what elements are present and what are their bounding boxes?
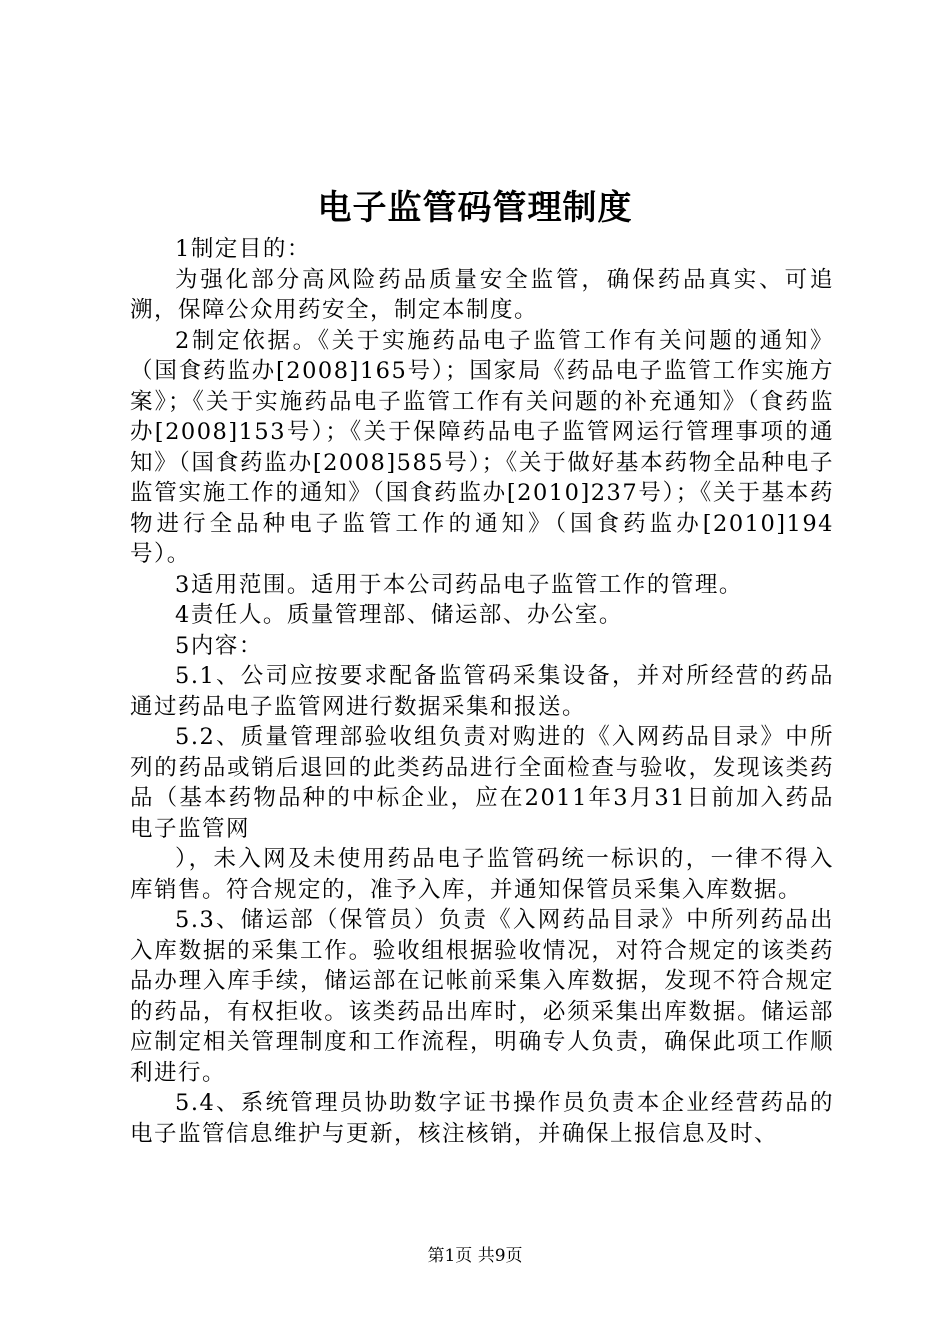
paragraph-basis: 2制定依据。《关于实施药品电子监管工作有关问题的通知》（国食药监办[2008]165号）；国家局《药品电子监管工作实施方案》；《关于实施药品电子监管工作有关问题的补充通知》（食药监办[2008]153号）；《关于保障药品电子监管网运行管理事项的通知》（国食药监办[2008]585号）；《关于做好基本药物全品种电子监管实施工作的通知》（国食药监办[2010]237号）；《关于基本药物进行全品种电子监管工作的通知》（国食药监办[2010]194号）。 [130, 327, 834, 567]
paragraph-5-4: 5.4、系统管理员协助数字证书操作员负责本企业经营药品的电子监管信息维护与更新，核注核销，并确保上报信息及时、 [130, 1090, 834, 1147]
paragraph-scope: 3适用范围。适用于本公司药品电子监管工作的管理。 [175, 571, 743, 598]
paragraph-responsible: 4责任人。质量管理部、储运部、办公室。 [175, 602, 623, 628]
paragraph-purpose-heading: 1制定目的： [175, 236, 311, 262]
paragraph-5-1: 5.1、公司应按要求配备监管码采集设备，并对所经营的药品通过药品电子监管网进行数据采集和报送。 [130, 663, 834, 720]
paragraph-5-2-continued: ），未入网及未使用药品电子监管码统一标识的，一律不得入库销售。符合规定的，准予入库，并通知保管员采集入库数据。 [130, 846, 834, 903]
paragraph-purpose: 为强化部分高风险药品质量安全监管，确保药品真实、可追溯，保障公众用药安全，制定本制度。 [130, 266, 834, 323]
paragraph-content-heading: 5内容： [175, 632, 263, 659]
document-title: 电子监管码管理制度 [317, 188, 633, 228]
paragraph-5-3: 5.3、储运部（保管员）负责《入网药品目录》中所列药品出入库数据的采集工作。验收组根据验收情况，对符合规定的该类药品办理入库手续，储运部在记帐前采集入库数据，发现不符合规定的药品，有权拒收。该类药品出库时，必须采集出库数据。储运部应制定相关管理制度和工作流程，明确专人负责，确保此项工作顺利进行。 [130, 907, 834, 1086]
paragraph-5-2: 5.2、质量管理部验收组负责对购进的《入网药品目录》中所列的药品或销后退回的此类药品进行全面检查与验收，发现该类药品（基本药物品种的中标企业，应在2011年3月31日前加入药品电子监管网 [130, 724, 834, 842]
document-body [130, 234, 834, 1149]
page-footer: 第1页 共9页 [427, 1246, 523, 1266]
